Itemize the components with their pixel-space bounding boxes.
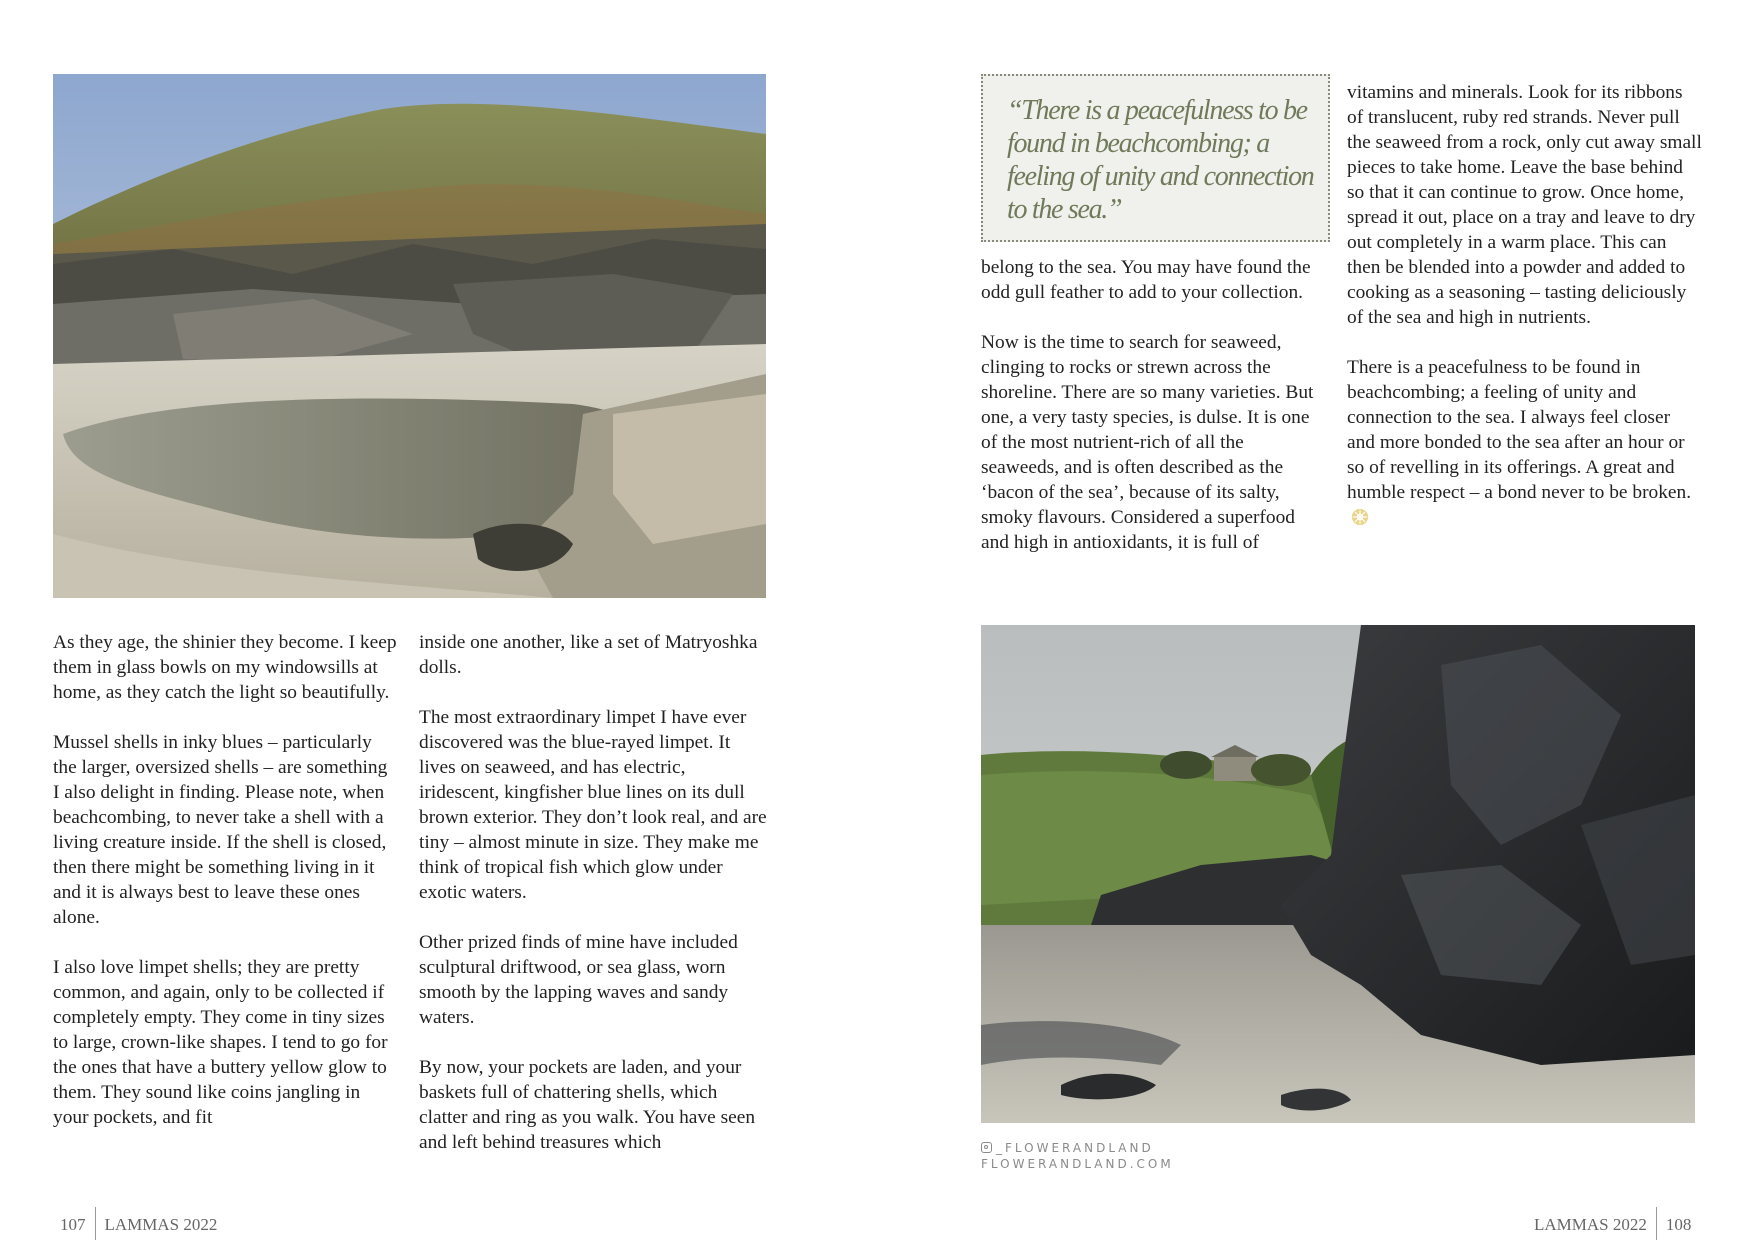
instagram-handle: _FLOWERANDLAND xyxy=(996,1141,1154,1155)
left-text-column-1 xyxy=(53,630,398,1130)
paragraph: Now is the time to search for seaweed, clinging to rocks or strewn across the shoreline. There are so many varieties. But one, a very tasty species, is dulse. It is one of the most nutrient-rich of all the seaweeds, and is often described as the ‘bacon of the sea’, because of its salty, smoky flavours. Considered a superfood and high in antioxidants, it is full of xyxy=(981,332,1314,553)
issue-name: LAMMAS 2022 xyxy=(104,1215,218,1234)
paragraph: I also love limpet shells; they are pretty common, and again, only to be collected if completely empty. They come in tiny sizes to large, crown-like shapes. I tend to go for the ones that have a buttery yellow glow to them. They sound like coins jangling in your pockets, and fit xyxy=(53,957,388,1128)
instagram-icon xyxy=(981,1142,992,1153)
dark-rocks-cove-photo xyxy=(981,625,1695,1123)
left-text-column-2 xyxy=(419,630,769,1155)
instagram-credit xyxy=(981,1140,1174,1156)
paragraph: By now, your pockets are laden, and your baskets full of chattering shells, which clatter and ring as you walk. You have seen and left behind treasures which xyxy=(419,1057,756,1153)
right-folio xyxy=(1534,1207,1691,1240)
paragraph: Other prized finds of mine have included sculptural driftwood, or sea glass, worn smooth by the lapping waves and sandy waters. xyxy=(419,932,738,1028)
website-credit: FLOWERANDLAND.COM xyxy=(981,1157,1174,1171)
paragraph: As they age, the shinier they become. I keep them in glass bowls on my windowsills at home, as they catch the light so beautifully. xyxy=(53,632,397,703)
paragraph xyxy=(1347,355,1702,530)
folio-divider xyxy=(1656,1207,1657,1240)
folio-divider xyxy=(95,1207,96,1240)
paragraph: inside one another, like a set of Matryoshka dolls. xyxy=(419,632,758,678)
right-text-column-2 xyxy=(1347,80,1702,530)
page-number: 107 xyxy=(60,1215,86,1234)
left-folio xyxy=(60,1207,217,1240)
paragraph: The most extraordinary limpet I have ever discovered was the blue-rayed limpet. It lives on seaweed, and has electric, iridescent, kingfisher blue lines on its dull brown exterior. They don’t look real, and are tiny – almost minute in size. They make me think of tropical fish which glow under exotic waters. xyxy=(419,707,767,903)
paragraph: belong to the sea. You may have found the odd gull feather to add to your collection. xyxy=(981,257,1311,303)
beach-rock-pool-photo xyxy=(53,74,766,598)
paragraph: Mussel shells in inky blues – particularly the larger, oversized shells – are something I also delight in finding. Please note, when beachcombing, to never take a shell with a living creature inside. If the shell is closed, then there might be something living in it and it is always best to leave these ones alone. xyxy=(53,732,388,928)
right-text-column-1 xyxy=(981,255,1326,555)
paragraph: vitamins and minerals. Look for its ribbons of translucent, ruby red strands. Never pull the seaweed from a rock, only cut away small pieces to take home. Leave the base behind so that it can continue to grow. Once home, spread it out, place on a tray and leave to dry out completely in a warm place. This can then be blended into a powder and added to cooking as a seasoning – tasting deliciously of the sea and high in nutrients. xyxy=(1347,82,1702,328)
pull-quote: “There is a peacefulness to be found in beachcombing; a feeling of unity and connection to the sea.” xyxy=(981,74,1330,242)
photo-credit xyxy=(981,1140,1174,1172)
flower-icon xyxy=(1351,508,1369,526)
issue-name: LAMMAS 2022 xyxy=(1534,1215,1647,1234)
paragraph-text: There is a peacefulness to be found in beachcombing; a feeling of unity and connection to the sea. I always feel closer and more bonded to the sea after an hour or so of revelling in its offerings. A great and humble respect – a bond never to be broken. xyxy=(1347,357,1692,503)
page-number: 108 xyxy=(1665,1215,1692,1234)
